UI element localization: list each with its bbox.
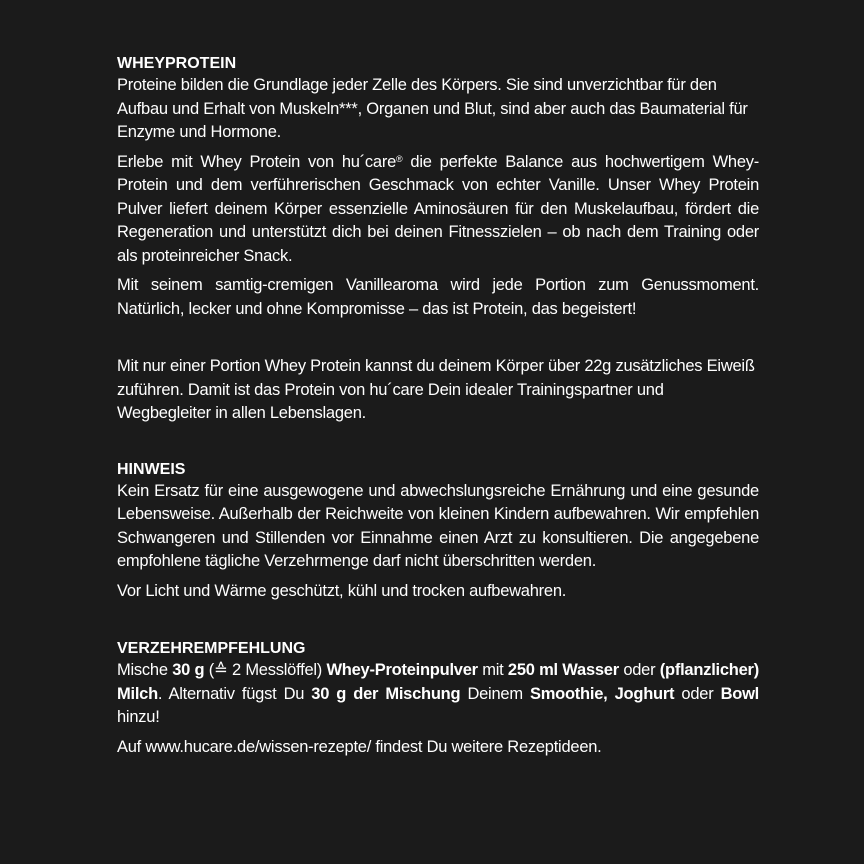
usage-bold-water: 250 ml Wasser: [507, 661, 619, 679]
section-verzehr: [117, 638, 759, 759]
section-heading-hinweis: HINWEIS: [117, 460, 186, 478]
paragraph-verzehr-usage: [117, 659, 759, 730]
usage-bold-amount: 30 g: [172, 661, 205, 679]
usage-bold-bowl: Bowl: [720, 684, 760, 703]
section-hinweis: [117, 459, 759, 604]
paragraph-whey-balance-text-b: die perfekte Balance aus hochwertigem Whey-Protein und dem verführerischen Geschmack von echter Vanille. Unser Whey Protein Pulver liefert deinem Körper essenzielle Aminosäuren für den Muskelaufbau, fördert die Regeneration und unterstützt dich bei deinen Fitnesszielen – ob nach dem Training oder als proteinreicher Snack.: [117, 152, 759, 265]
usage-text-3: mit: [477, 661, 508, 679]
paragraph-whey-balance: [117, 151, 759, 269]
usage-text-1: Mische: [117, 661, 173, 679]
paragraph-whey-intro: Proteine bilden die Grundlage jeder Zelle des Körpers. Sie sind unverzichtbar für den Aufbau und Erhalt von Muskeln***, Organen und Blut, sind aber auch das Baumaterial für Enzyme und Hormone.: [117, 76, 748, 141]
usage-bold-powder: Whey-Proteinpulver: [326, 661, 478, 679]
usage-text-2: (≙ 2 Messlöffel): [204, 661, 327, 679]
usage-text-7: oder: [674, 684, 721, 703]
paragraph-hinweis-warning: Kein Ersatz für eine ausgewogene und abwechslungsreiche Ernährung und eine gesunde Lebensweise. Außerhalb der Reichweite von kleinen Kindern aufbewahren. Wir empfehlen Schwangeren und Stillenden vor Einnahme einen Arzt zu konsultieren. Die angegebene empfohlene tägliche Verzehrmenge darf nicht überschritten werden.: [117, 481, 759, 570]
usage-text-6: Deinem: [460, 684, 530, 703]
paragraph-whey-portion: Mit nur einer Portion Whey Protein kannst du deinem Körper über 22g zusätzliches Eiweiß zuführen. Damit ist das Protein von hu´care Dein idealer Trainingspartner und Wegbegleiter in allen Lebenslagen.: [117, 357, 755, 422]
usage-bold-smoothie: Smoothie, Joghurt: [529, 684, 675, 703]
paragraph-hinweis-storage: Vor Licht und Wärme geschützt, kühl und trocken aufbewahren.: [117, 581, 567, 600]
paragraph-whey-balance-text-a: Erlebe mit Whey Protein von hu´care: [117, 152, 397, 171]
usage-bold-milk: (pflanzlicher) Milch: [117, 661, 759, 703]
product-description: [117, 53, 759, 759]
registered-mark: ®: [396, 153, 403, 164]
usage-text-8: hinzu!: [117, 708, 160, 726]
section-whey: [117, 53, 759, 426]
paragraph-whey-aroma: Mit seinem samtig-cremigen Vanillearoma wird jede Portion zum Genussmoment. Natürlich, lecker und ohne Kompromisse – das ist Protein, das begeistert!: [117, 276, 759, 318]
section-heading-verzehr: VERZEHREMPFEHLUNG: [117, 640, 306, 657]
paragraph-verzehr-website: Auf www.hucare.de/wissen-rezepte/ findest Du weitere Rezeptideen.: [117, 737, 602, 756]
usage-bold-mix-amount: 30 g der Mischung: [311, 684, 461, 703]
usage-text-5: . Alternativ fügst Du: [157, 684, 312, 703]
section-heading-whey: WHEYPROTEIN: [117, 55, 237, 72]
usage-text-4: oder: [618, 661, 660, 679]
